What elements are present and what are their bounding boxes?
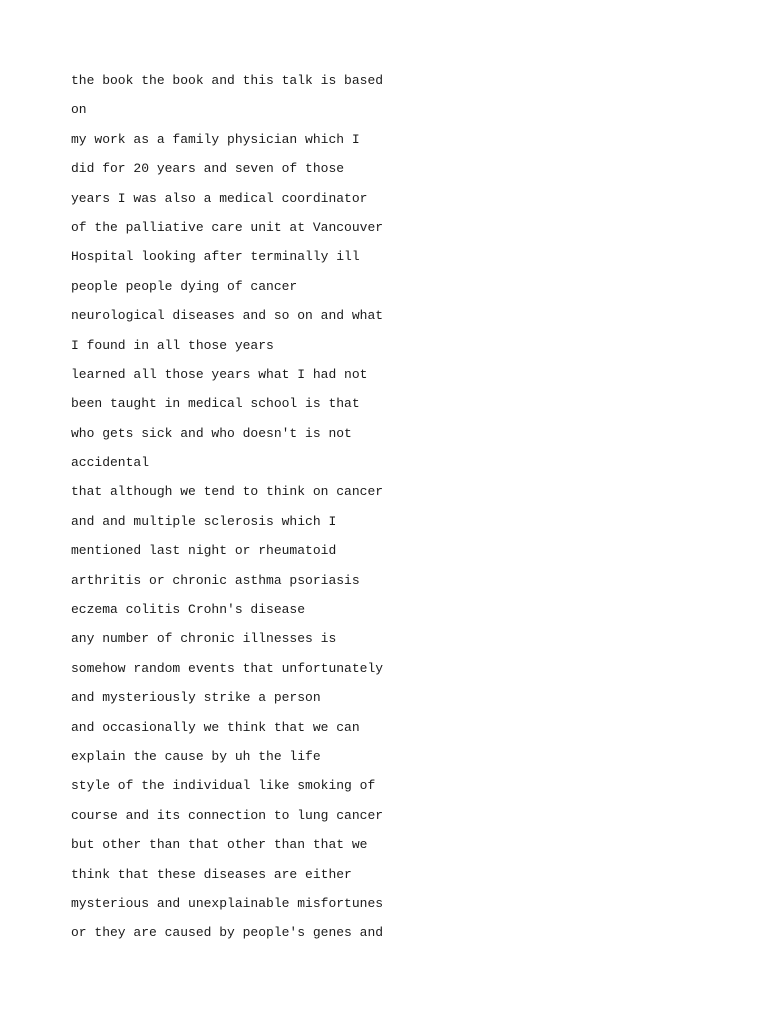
transcript-line: but other than that other than that we [71,837,368,853]
transcript-line: think that these diseases are either [71,866,352,882]
transcript-line: eczema colitis Crohn's disease [71,602,306,618]
transcript-line: who gets sick and who doesn't is not [71,425,352,441]
transcript-line: on [71,102,87,118]
transcript-line: and occasionally we think that we can [71,719,360,735]
transcript-line: accidental [71,455,150,471]
transcript-line: Hospital looking after terminally ill [71,249,360,265]
transcript-line: that although we tend to think on cancer [71,484,384,500]
transcript-line: been taught in medical school is that [71,396,360,412]
transcript-line: course and its connection to lung cancer [71,807,384,823]
transcript-line: explain the cause by uh the life [71,748,321,764]
transcript-line: did for 20 years and seven of those [71,161,345,177]
transcript-line: the book the book and this talk is based [71,73,384,88]
transcript-line: mysterious and unexplainable misfortunes [71,895,384,911]
transcript-line: people people dying of cancer [71,278,298,294]
transcript-text [71,66,691,948]
transcript-line: arthritis or chronic asthma psoriasis [71,572,360,588]
transcript-line: years I was also a medical coordinator [71,190,368,206]
transcript-line: learned all those years what I had not [71,366,368,382]
transcript-line: I found in all those years [71,337,274,353]
transcript-line: mentioned last night or rheumatoid [71,543,337,559]
transcript-line: somehow random events that unfortunately [71,660,384,676]
transcript-line: style of the individual like smoking of [71,778,376,794]
transcript-line: or they are caused by people's genes and [71,925,384,941]
transcript-line: my work as a family physician which I [71,131,360,147]
transcript-line: neurological diseases and so on and what [71,308,384,324]
transcript-line: any number of chronic illnesses is [71,631,337,647]
transcript-line: and mysteriously strike a person [71,690,321,706]
transcript-line: of the palliative care unit at Vancouver [71,219,384,235]
transcript-line: and and multiple sclerosis which I [71,513,337,529]
